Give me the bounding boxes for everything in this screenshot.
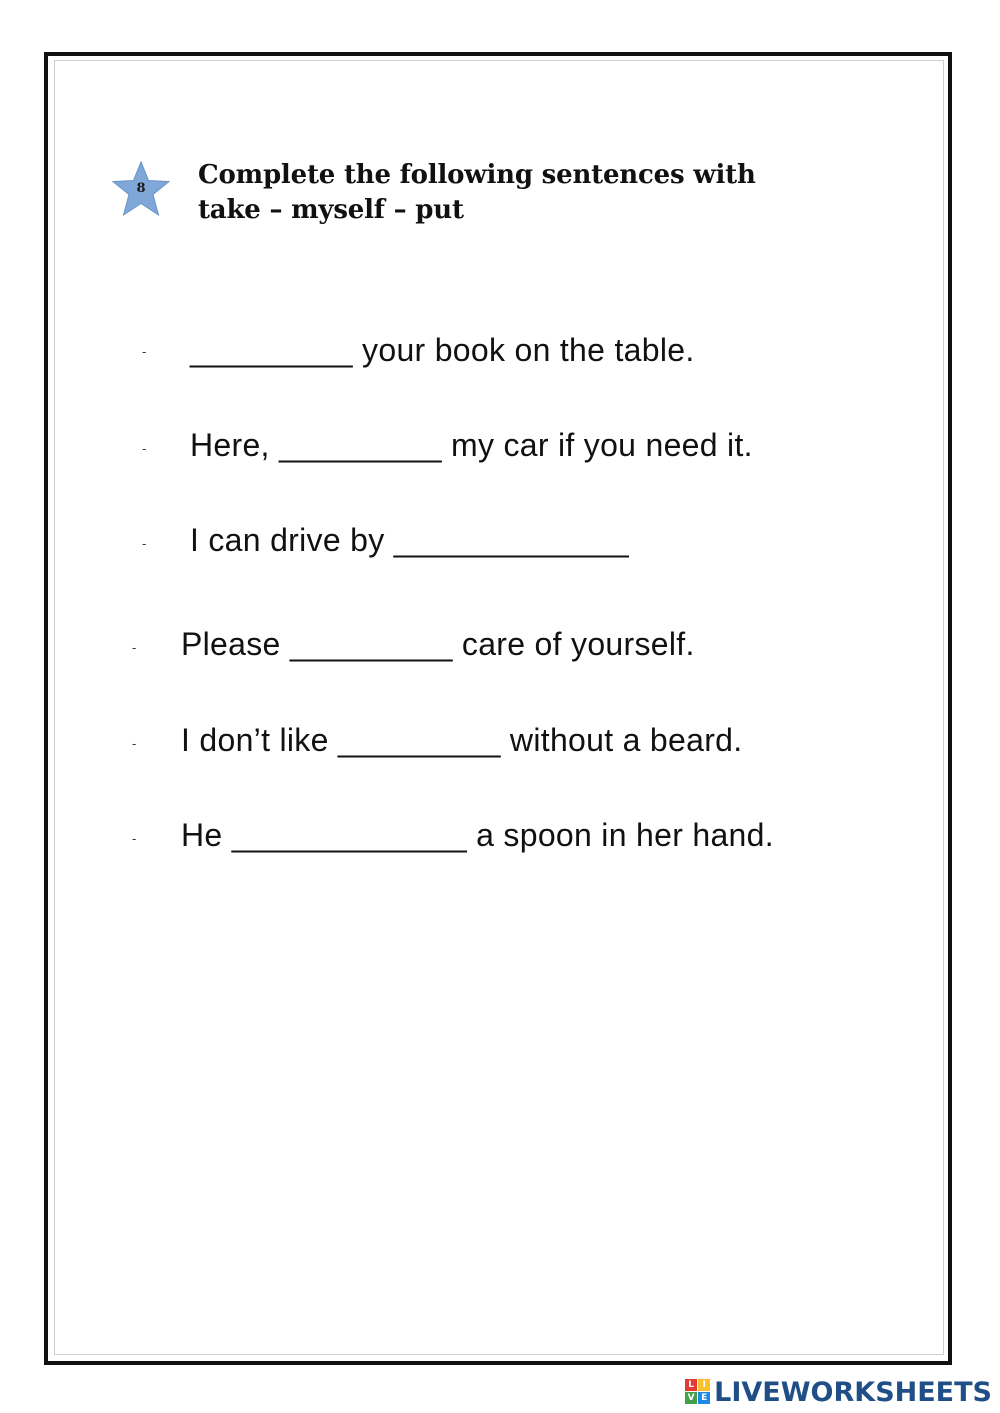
sentence-text[interactable]: _________ your book on the table. — [190, 332, 695, 368]
instruction-line-1: Complete the following sentences with — [198, 160, 756, 190]
sentence-dash: - — [142, 536, 147, 551]
logo-letter: I — [698, 1379, 710, 1391]
sentence-text[interactable]: I can drive by _____________ — [190, 522, 629, 558]
brand-name: LIVEWORKSHEETS — [714, 1376, 992, 1408]
logo-letter: L — [685, 1379, 697, 1391]
liveworksheets-icon — [685, 1379, 711, 1405]
worksheet-inner-border — [54, 60, 944, 1355]
sentence-dash: - — [132, 640, 137, 655]
exercise-number: 8 — [136, 181, 146, 196]
sentence-dash: - — [132, 736, 137, 751]
sentence-text[interactable]: He _____________ a spoon in her hand. — [181, 817, 774, 853]
sentence-dash: - — [142, 441, 147, 456]
sentence-text[interactable]: I don’t like _________ without a beard. — [181, 722, 743, 758]
logo-letter: E — [698, 1392, 710, 1404]
sentence-dash: - — [142, 344, 147, 359]
worksheet-border — [44, 52, 952, 1365]
sentence-text[interactable]: Please _________ care of yourself. — [181, 626, 695, 662]
sentence-text[interactable]: Here, _________ my car if you need it. — [190, 427, 753, 463]
sentence-dash: - — [132, 831, 137, 846]
exercise-instruction — [198, 158, 838, 228]
logo-letter: V — [685, 1392, 697, 1404]
instruction-line-2: take – myself – put — [198, 195, 464, 225]
exercise-number-badge — [111, 160, 171, 218]
liveworksheets-logo[interactable] — [685, 1375, 992, 1409]
